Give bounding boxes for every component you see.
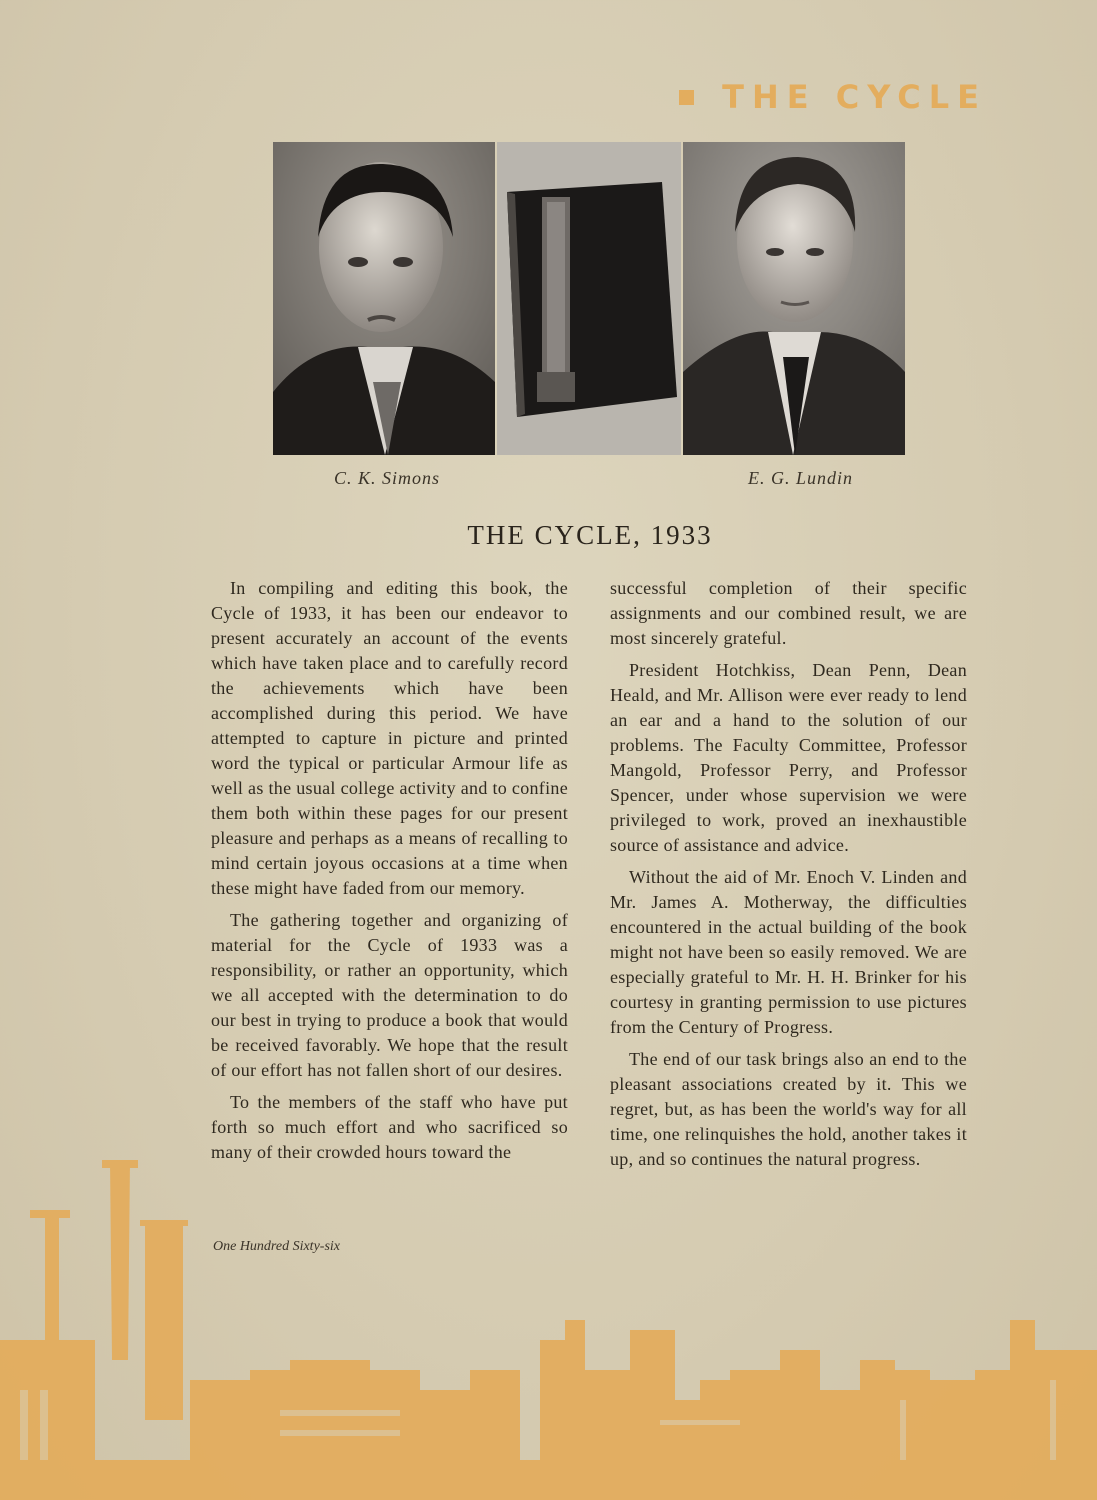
paragraph: Without the aid of Mr. Enoch V. Linden and Mr. James A. Motherway, the difficulties encountered in the actual building of the book might not have been so easily removed. We are especially grateful to Mr. H. H. Brinker for his courtesy in granting permission to use pictures from the Century of Progress. [610, 867, 967, 1037]
paragraph: successful completion of their specific assignments and our combined result, we are most sincerely grateful. [610, 578, 967, 648]
caption-lundin: E. G. Lundin [748, 468, 854, 488]
page-number: One Hundred Sixty-six [213, 1239, 340, 1254]
photo-strip [273, 142, 905, 455]
yearbook-cover-photo [497, 142, 681, 455]
body-column-left [211, 576, 568, 1172]
page-title: THE CYCLE, 1933 [467, 520, 713, 550]
paragraph: President Hotchkiss, Dean Penn, Dean Heald, and Mr. Allison were ever ready to lend an ear and a hand to the solution of our problems. The Faculty Committee, Professor Mangold, Professor Perry, and Professor Spencer, under whose supervision we were privileged to work, proved an inexhaustible source of assistance and advice. [610, 660, 967, 855]
skyline-illustration [0, 1140, 1097, 1500]
portrait-lundin [683, 142, 905, 455]
caption-simons: C. K. Simons [334, 468, 441, 488]
paragraph: In compiling and editing this book, the Cycle of 1933, it has been our endeavor to present accurately an account of the events which have taken place and to carefully record the achievements which have been accomplished during this period. We have attempted to capture in picture and printed word the typical or particular Armour life as well as the usual college activity and to confine them both within these pages for our present pleasure and perhaps as a means of recalling to mind certain joyous occasions at a time when these might have faded from our memory. [211, 578, 568, 898]
portrait-simons [273, 142, 495, 455]
header-title: THE CYCLE [722, 78, 987, 116]
paragraph: The end of our task brings also an end to the pleasant associations created by it. This we regret, but, as has been the world's way for all time, one relinquishes the hold, another takes it up, and so continues the natural progress. [610, 1049, 967, 1169]
header-square-ornament [679, 90, 694, 105]
running-header [679, 78, 987, 116]
body-column-right [610, 576, 967, 1179]
paragraph: The gathering together and organizing of material for the Cycle of 1933 was a responsibility, or rather an opportunity, which we all accepted with the determination to do our best in trying to produce a book that would be received favorably. We hope that the result of our effort has not fallen short of our desires. [211, 910, 568, 1080]
paragraph: To the members of the staff who have put forth so much effort and who sacrificed so many of their crowded hours toward the [211, 1092, 568, 1162]
